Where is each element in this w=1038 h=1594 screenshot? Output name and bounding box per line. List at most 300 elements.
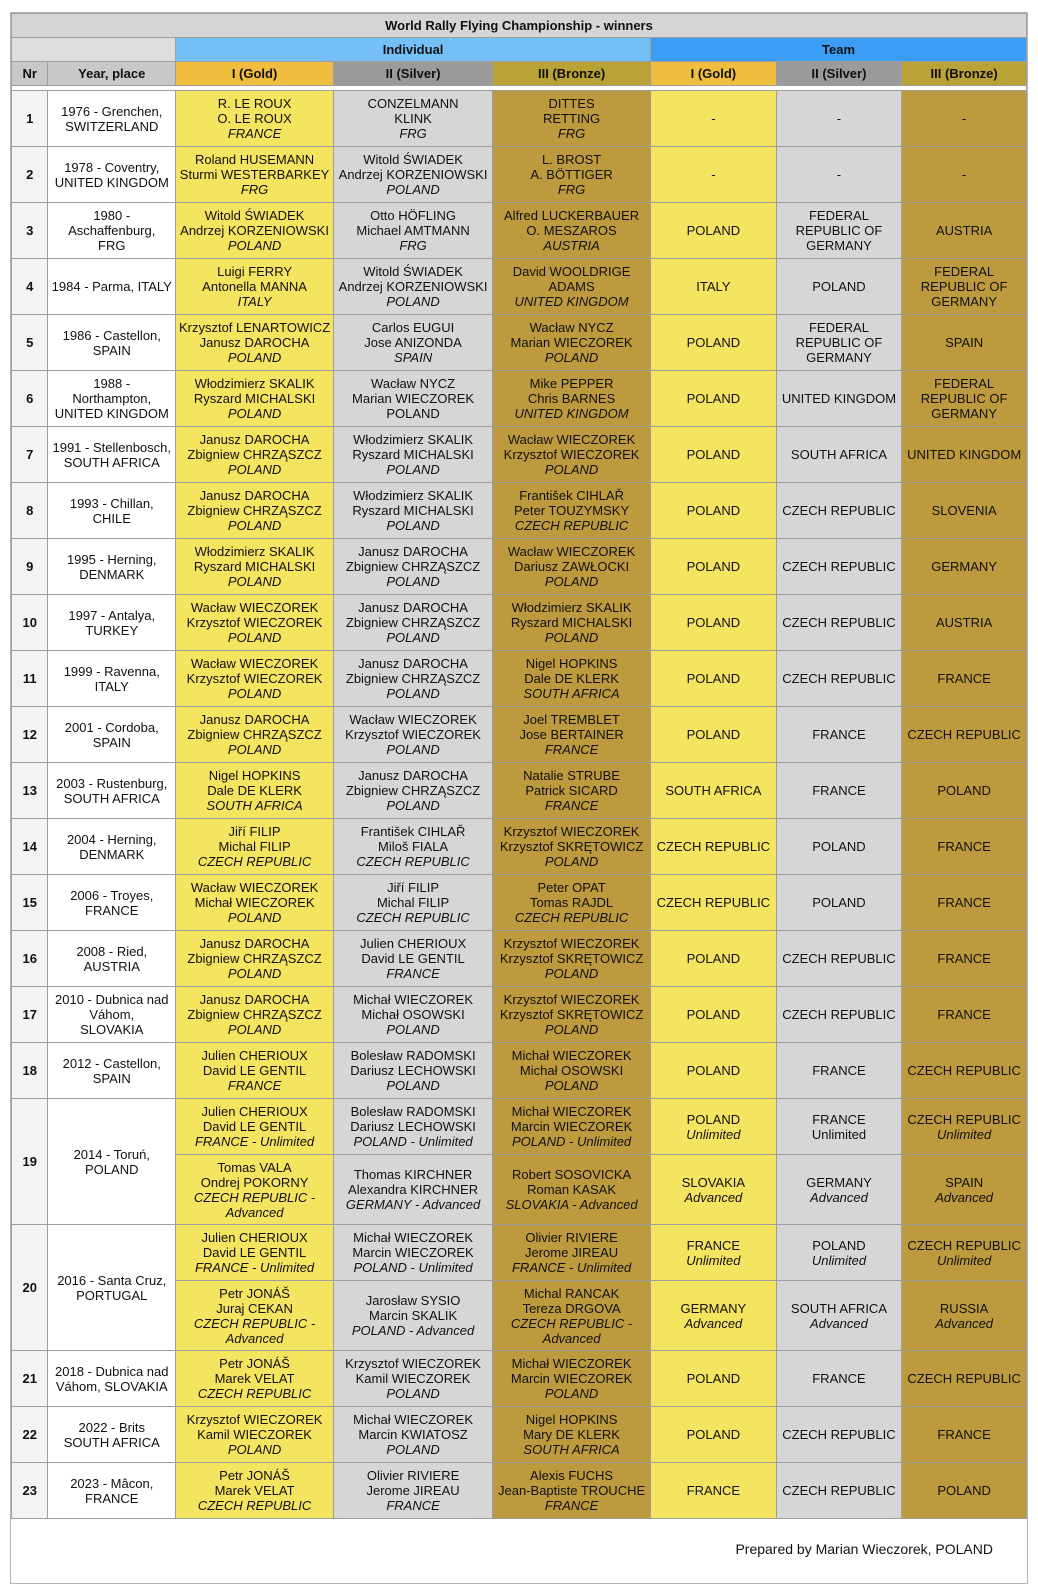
cell-line: SPAIN [945,1174,984,1190]
individual-silver [334,875,493,931]
cell-line: UNITED KINGDOM [907,447,1022,462]
column-header-year: Year, place [48,62,176,86]
cell-line: Michał OSOWSKI [361,1007,465,1022]
cell-line: FRANCE [812,1063,866,1078]
individual-gold [176,1407,334,1463]
team-bronze [902,259,1027,315]
row-number: 15 [12,875,48,931]
individual-silver [334,987,493,1043]
cell-country: CZECH REPUBLIC [356,910,470,925]
cell-country: Unlimited [937,1252,992,1268]
individual-silver [334,91,493,147]
cell-country: POLAND - Unlimited [353,1260,473,1275]
individual-silver [334,483,493,539]
row-number: 11 [12,651,48,707]
individual-silver [334,1281,493,1351]
cell-country: POLAND [386,686,440,701]
team-gold [651,763,777,819]
cell-line: SOUTH AFRICA [63,790,160,806]
year-place [48,1407,176,1463]
results-table-frame [10,12,1028,1584]
cell-line: Peter OPAT [537,880,606,895]
cell-line: Janusz DAROCHA [199,712,310,727]
cell-line: Jiří FILIP [387,880,440,895]
cell-line: FRANCE [937,951,991,966]
column-header-team-silver: II (Silver) [776,62,902,86]
cell-line: POLAND [686,671,741,686]
year-place [48,315,176,371]
team-silver [776,931,902,987]
cell-country: Advanced [684,1315,743,1331]
cell-line: GERMANY [806,1174,872,1190]
team-bronze [902,595,1027,651]
table-row [12,1351,1027,1407]
year-place [48,763,176,819]
team-gold [651,931,777,987]
cell-line: FRANCE [686,1483,741,1498]
cell-line: POLAND [937,783,991,798]
cell-line: Andrzej KORZENIOWSKI [180,223,329,238]
team-bronze [902,875,1027,931]
individual-bronze [493,1407,651,1463]
individual-bronze [493,91,651,147]
cell-line: AUSTRIA [935,223,993,238]
team-gold [651,1281,777,1351]
cell-line: Dale DE KLERK [207,783,302,798]
team-silver [776,147,902,203]
cell-line: 2006 - Troyes, [70,887,154,903]
cell-country: CZECH REPUBLIC - Advanced [510,1315,633,1346]
cell-line: Dariusz ZAWŁOCKI [514,559,630,574]
cell-line: Ryszard MICHALSKI [193,559,316,574]
cell-line: 2001 - Cordoba, [64,719,159,735]
column-header-team-gold: I (Gold) [651,62,777,86]
individual-silver [334,651,493,707]
cell-line: FRANCE [937,1427,991,1442]
cell-line: SLOVAKIA [80,1022,144,1037]
team-bronze [902,651,1027,707]
individual-silver [334,539,493,595]
cell-country: FRG [557,182,586,197]
individual-bronze [493,259,651,315]
cell-line: Krzysztof WIECZOREK [503,824,640,839]
cell-line: FRANCE [812,727,866,742]
team-gold [651,1463,777,1519]
cell-line: Janusz DAROCHA [358,768,468,783]
cell-line: Wacław WIECZOREK [507,544,636,559]
cell-line: POLAND [812,279,866,294]
cell-line: Jose ANIZONDA [364,335,462,350]
cell-line: Chris BARNES [527,391,616,406]
team-gold [651,147,777,203]
cell-line: Bolesław RADOMSKI [350,1104,476,1119]
cell-line: SOUTH AFRICA [63,1434,160,1450]
cell-country: POLAND [227,462,282,477]
year-place [48,539,176,595]
cell-line: POLAND [686,1063,741,1078]
cell-line: GERMANY [680,1300,747,1316]
column-header-individual-gold: I (Gold) [176,62,334,86]
cell-line: POLAND [686,503,741,518]
cell-country: Unlimited [686,1126,741,1142]
individual-gold [176,931,334,987]
cell-line: Janusz DAROCHA [358,600,468,615]
cell-country: FRG [399,238,427,253]
individual-gold [176,147,334,203]
individual-silver [334,1463,493,1519]
team-gold [651,91,777,147]
individual-bronze [493,931,651,987]
cell-line: CZECH REPUBLIC [782,1483,896,1498]
cell-country: POLAND [386,798,440,813]
cell-country: CZECH REPUBLIC [197,854,312,869]
cell-line: L. BROST [541,152,602,167]
team-silver [776,763,902,819]
cell-line: 2018 - Dubnica nad [55,1363,169,1379]
cell-country: SOUTH AFRICA [523,1442,620,1457]
cell-country: UNITED KINGDOM [514,406,629,421]
row-number: 20 [12,1225,48,1351]
row-number: 5 [12,315,48,371]
cell-line: Michał WIECZOREK [194,895,315,910]
table-row [12,819,1027,875]
row-number: 1 [12,91,48,147]
cell-line: Krzysztof WIECZOREK [186,615,323,630]
team-silver [776,707,902,763]
year-place [48,483,176,539]
cell-country: POLAND [227,1022,282,1037]
cell-line: Robert SOSOVICKA [511,1167,632,1182]
year-place [48,1225,176,1351]
cell-country: POLAND [386,462,440,477]
cell-line: Witold ŚWIADEK [363,264,463,279]
individual-gold [176,1351,334,1407]
cell-line: Petr JONÁŠ [219,1468,290,1483]
cell-line: Michael AMTMANN [356,223,470,238]
cell-line: Antonella MANNA [202,279,307,294]
cell-line: 2010 - Dubnica nad [55,992,169,1007]
cell-country: FRANCE - Unlimited [194,1260,315,1275]
year-place [48,1043,176,1099]
team-silver [776,819,902,875]
cell-line: SLOVAKIA [681,1174,746,1190]
cell-line: CZECH REPUBLIC [907,1371,1021,1386]
cell-line: Váhom, [89,1007,135,1022]
cell-country: POLAND [227,686,282,701]
cell-line: POLAND [686,1427,741,1442]
team-bronze [902,91,1027,147]
cell-line: Krzysztof WIECZOREK [345,727,481,742]
cell-line: Roman KASAK [527,1182,617,1197]
cell-country: POLAND [544,1022,599,1037]
cell-line: Kamil WIECZOREK [197,1427,312,1442]
year-place [48,1099,176,1225]
individual-gold [176,651,334,707]
cell-line: REPUBLIC OF [795,223,883,238]
cell-line: Ryszard MICHALSKI [510,615,633,630]
cell-line: 2004 - Herning, [66,831,157,847]
individual-bronze [493,707,651,763]
row-number: 16 [12,931,48,987]
team-silver [776,875,902,931]
table-row [12,147,1027,203]
year-place [48,371,176,427]
winners-table [11,13,1027,1519]
team-gold [651,1225,777,1281]
individual-silver [334,819,493,875]
team-silver [776,1155,902,1225]
cell-country: POLAND [227,238,282,253]
cell-country: POLAND [544,574,599,589]
cell-line: Alexandra KIRCHNER [348,1182,479,1197]
table-row [12,987,1027,1043]
cell-line: Krzysztof WIECZOREK [186,1412,323,1427]
cell-country: UNITED KINGDOM [514,294,629,309]
individual-silver [334,315,493,371]
team-silver [776,1407,902,1463]
cell-line: František CIHLAŘ [360,824,466,839]
table-row [12,763,1027,819]
cell-line: Mary DE KLERK [523,1427,620,1442]
cell-line: Tereza DRGOVA [522,1300,621,1316]
cell-line: CZECH REPUBLIC [782,615,896,630]
cell-line: Julien CHERIOUX [201,1048,308,1063]
cell-line: CHILE [92,510,131,526]
cell-line: Włodzimierz SKALIK [511,600,632,615]
cell-line: FEDERAL [934,376,995,391]
cell-line: POLAND [812,839,866,854]
cell-line: Tomas VALA [217,1159,292,1175]
cell-line: Zbigniew CHRZĄSZCZ [187,1007,322,1022]
table-row [12,1463,1027,1519]
cell-line: Witold ŚWIADEK [363,152,463,167]
individual-silver [334,1043,493,1099]
row-number: 22 [12,1407,48,1463]
cell-line: POLAND [686,335,741,350]
cell-line: SPAIN [92,1070,131,1086]
team-silver [776,539,902,595]
table-row [12,315,1027,371]
cell-line: Wacław WIECZOREK [349,712,477,727]
cell-line: Krzysztof WIECZOREK [503,936,640,951]
individual-gold [176,539,334,595]
cell-line: Kamil WIECZOREK [355,1371,471,1386]
cell-line: Julien CHERIOUX [359,936,467,951]
cell-line: RUSSIA [939,1300,989,1316]
year-place [48,1351,176,1407]
table-title: World Rally Flying Championship - winners [12,14,1027,38]
cell-line: Miloš FIALA [378,839,449,854]
cell-country: Unlimited [686,1252,741,1268]
cell-line: Luigi FERRY [217,264,293,279]
year-place [48,707,176,763]
cell-line: Marcin WIECZOREK [352,1245,474,1260]
cell-line: FRG [98,238,126,253]
row-number: 19 [12,1099,48,1225]
individual-gold [176,203,334,259]
cell-line: Ryszard MICHALSKI [193,391,316,406]
cell-line: 1976 - Grenchen, [61,103,163,119]
individual-bronze [493,483,651,539]
team-bronze [902,1043,1027,1099]
cell-line: 2023 - Mâcon, [70,1475,154,1491]
cell-country: CZECH REPUBLIC - Advanced [193,1189,316,1220]
cell-country: POLAND [544,966,599,981]
cell-line: Wacław WIECZOREK [190,600,319,615]
cell-country: SOUTH AFRICA [523,686,620,701]
table-row [12,595,1027,651]
cell-line: Włodzimierz SKALIK [353,432,474,447]
table-row [12,875,1027,931]
team-gold [651,875,777,931]
individual-bronze [493,987,651,1043]
table-row [12,259,1027,315]
cell-line: Krzysztof WIECZOREK [186,671,323,686]
cell-line: Włodzimierz SKALIK [194,376,315,391]
individual-silver [334,763,493,819]
team-gold [651,819,777,875]
team-gold [651,651,777,707]
team-silver [776,427,902,483]
individual-silver [334,1351,493,1407]
cell-line: FRANCE [812,783,866,798]
cell-line: POLAND [686,559,741,574]
cell-line: Krzysztof LENARTOWICZ [178,320,331,335]
cell-line: Wacław WIECZOREK [190,880,319,895]
team-silver [776,1043,902,1099]
cell-line: FEDERAL [808,320,869,335]
individual-gold [176,1281,334,1351]
cell-country: FRANCE [386,1498,440,1513]
cell-line: POLAND [937,1483,991,1498]
cell-line: - [961,111,967,126]
cell-line: UNITED KINGDOM [54,174,169,190]
cell-line: FRANCE [812,1371,866,1386]
cell-line: POLAND [812,1237,866,1253]
individual-bronze [493,539,651,595]
cell-line: Jose BERTAINER [519,727,624,742]
team-gold [651,483,777,539]
cell-line: Northampton, [72,391,152,406]
cell-line: Zbigniew CHRZĄSZCZ [187,727,322,742]
cell-line: REPUBLIC OF [795,335,883,350]
cell-country: POLAND [544,1078,599,1093]
cell-country: AUSTRIA [543,238,600,253]
cell-line: Váhom, SLOVAKIA [55,1378,168,1394]
cell-line: Wacław NYCZ [529,320,614,335]
cell-line: 2008 - Ried, [76,943,148,959]
team-gold [651,1155,777,1225]
team-silver [776,1351,902,1407]
cell-line: ITALY [94,678,129,694]
team-bronze [902,203,1027,259]
header-blank [12,38,176,62]
cell-line: FRANCE [85,1490,139,1506]
team-silver [776,987,902,1043]
cell-line: Marcin WIECZOREK [510,1119,633,1134]
cell-line: David LE GENTIL [202,1119,307,1134]
cell-line: POLAND [686,951,741,966]
cell-line: CZECH REPUBLIC [782,1427,896,1442]
cell-country: Advanced [810,1315,868,1331]
cell-line: Jarosław SYSIO [365,1293,461,1308]
cell-country: SOUTH AFRICA [206,798,303,813]
cell-line: Krzysztof WIECZOREK [345,1356,481,1371]
cell-country: POLAND [386,1022,440,1037]
year-place [48,819,176,875]
individual-silver [334,931,493,987]
team-bronze [902,1463,1027,1519]
team-silver [776,483,902,539]
cell-line: POLAND [686,727,741,742]
cell-country: Unlimited [937,1126,992,1142]
team-silver [776,203,902,259]
cell-country: Advanced [935,1315,994,1331]
cell-line: SOUTH AFRICA [790,1300,887,1316]
cell-line: Mike PEPPER [529,376,614,391]
cell-line: FEDERAL [808,208,869,223]
table-row [12,707,1027,763]
cell-line: ITALY [696,279,731,294]
cell-country: FRG [557,126,586,141]
cell-line: Michal RANCAK [523,1285,620,1301]
cell-line: SWITZERLAND [65,118,159,134]
table-row [12,1225,1027,1281]
individual-silver [334,1099,493,1155]
cell-country: CZECH REPUBLIC [514,518,629,533]
cell-line: Michal FILIP [218,839,291,854]
cell-line: 2016 - Santa Cruz, [57,1272,167,1288]
cell-line: A. BÖTTIGER [530,167,613,182]
cell-line: Petr JONÁŠ [219,1285,290,1301]
cell-line: GERMANY [931,559,997,574]
cell-country: POLAND [386,182,440,197]
cell-line: Alfred LUCKERBAUER [504,208,640,223]
cell-line: CZECH REPUBLIC [782,671,896,686]
individual-group-header: Individual [176,38,651,62]
cell-line: Janusz DAROCHA [358,544,468,559]
column-header-team-bronze: III (Bronze) [902,62,1027,86]
cell-line: O. MESZAROS [526,223,617,238]
year-place [48,931,176,987]
team-silver [776,1225,902,1281]
cell-line: Andrzej KORZENIOWSKI [338,167,488,182]
team-gold [651,1407,777,1463]
cell-line: POLAND [686,1007,741,1022]
cell-line: Janusz DAROCHA [199,335,310,350]
cell-country: POLAND [227,966,282,981]
cell-line: 1980 - [93,208,131,223]
individual-bronze [493,315,651,371]
team-bronze [902,931,1027,987]
individual-silver [334,427,493,483]
cell-country: FRANCE [544,798,599,813]
cell-line: 1986 - Castellon, [62,327,161,343]
row-number: 4 [12,259,48,315]
column-header-individual-silver: II (Silver) [334,62,493,86]
footer-credit: Prepared by Marian Wieczorek, POLAND [735,1541,993,1557]
team-silver [776,651,902,707]
table-row [12,1407,1027,1463]
cell-line: Nigel HOPKINS [208,768,301,783]
column-header-individual-bronze: III (Bronze) [493,62,651,86]
cell-line: David LE GENTIL [202,1245,307,1260]
cell-line: Janusz DAROCHA [199,432,310,447]
table-row [12,539,1027,595]
individual-gold [176,819,334,875]
team-gold [651,1351,777,1407]
cell-line: R. LE ROUX [217,96,292,111]
